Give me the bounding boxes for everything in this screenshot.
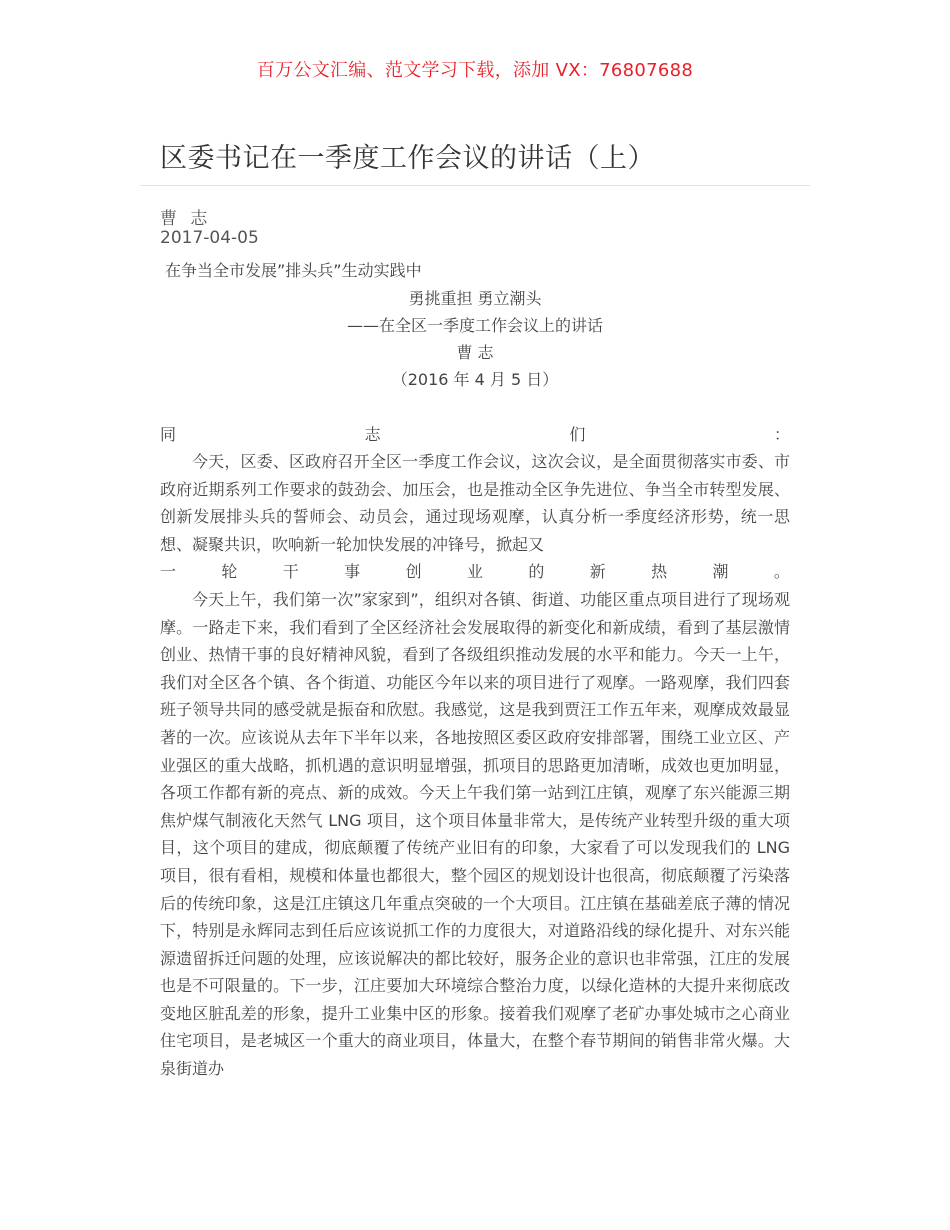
article-title: 区委书记在一季度工作会议的讲话（上） — [160, 143, 655, 174]
greeting-char: 同 — [160, 425, 177, 444]
article-date: 2017-04-05 — [160, 228, 259, 248]
tail-char: 一 — [160, 562, 177, 582]
article-body — [160, 448, 790, 1083]
tail-char: 轮 — [221, 562, 238, 582]
greeting-char: 志 — [364, 425, 381, 444]
greeting-char: 们 — [569, 425, 586, 444]
title-divider — [140, 185, 810, 186]
article-author: 曹 志 — [160, 209, 212, 229]
speech-occasion: ——在全区一季度工作会议上的讲话 — [346, 316, 603, 335]
paragraph-2: 今天上午，我们第一次”家家到”，组织对各镇、街道、功能区重点项目进行了现场观摩。一路走下来，我们看到了全区经济社会发展取得的新变化和新成绩，看到了基层激情创业、热情干事的良好精神风貌，看到了各级组织推动发展的水平和能力。今天一上午，我们对全区各个镇、各个街道、功能区今年以来的项目进行了观摩。一路观摩，我们四套班子领导共同的感受就是振奋和欣慰。我感觉，这是我到贾汪工作五年来，观摩成效最显著的一次。应该说从去年下半年以来，各地按照区委区政府安排部署，围绕工业立区、产业强区的重大战略，抓机遇的意识明显增强，抓项目的思路更加清晰，成效也更加明显，各项工作都有新的亮点、新的成效。今天上午我们第一站到江庄镇，观摩了东兴能源三期焦炉煤气制液化天然气 LNG 项目，这个项目体量非常大，是传统产业转型升级的重大项目，这个项目的建成，彻底颠覆了传统产业旧有的印象，大家看了可以发现我们的 LNG 项目，很有看相，规模和体量也都很大，整个园区的规划设计也很高，彻底颠覆了污染落后的传统印象，这是江庄镇这几年重点突破的一个大项目。江庄镇在基础差底子薄的情况下，特别是永辉同志到任后应该说抓工作的力度很大，对道路沿线的绿化提升、对东兴能源遗留拆迁问题的处理，应该说解决的都比较好，服务企业的意识也非常强，江庄的发展也是不可限量的。下一步，江庄要加大环境综合整治力度，以绿化造林的大提升来彻底改变地区脏乱差的形象，提升工业集中区的形象。接着我们观摩了老矿办事处城市之心商业住宅项目，是老城区一个重大的商业项目，体量大，在整个春节期间的销售非常火爆。大泉街道办 — [160, 589, 790, 1079]
tail-char: 。 — [773, 562, 790, 582]
speech-subtitle: 勇挑重担 勇立潮头 — [408, 289, 542, 308]
paragraph-1: 今天，区委、区政府召开全区一季度工作会议，这次会议，是全面贯彻落实市委、市政府近期系列工作要求的鼓劲会、加压会，也是推动全区争先进位、争当全市转型发展、创新发展排头兵的誓师会、动员会，通过现场观摩，认真分析一季度经济形势，统一思想、凝聚共识，吹响新一轮加快发展的冲锋号，掀起又 — [160, 452, 790, 554]
tail-char: 新 — [589, 562, 606, 582]
greeting — [160, 422, 790, 445]
tail-char: 的 — [528, 562, 545, 582]
tail-char: 潮 — [712, 562, 729, 582]
tail-char: 干 — [282, 562, 299, 582]
paragraph-1-tail — [160, 558, 790, 586]
speech-speaker: 曹 志 — [456, 343, 494, 362]
greeting-char: ： — [773, 425, 790, 444]
tail-char: 创 — [405, 562, 422, 582]
speech-lead-line: 在争当全市发展”排头兵”生动实践中 — [165, 261, 422, 280]
tail-char: 事 — [344, 562, 361, 582]
speech-date: （2016 年 4 月 5 日） — [391, 370, 559, 389]
tail-char: 业 — [466, 562, 483, 582]
tail-char: 热 — [651, 562, 668, 582]
watermark-banner: 百万公文汇编、范文学习下载，添加 VX：76807688 — [256, 60, 694, 81]
